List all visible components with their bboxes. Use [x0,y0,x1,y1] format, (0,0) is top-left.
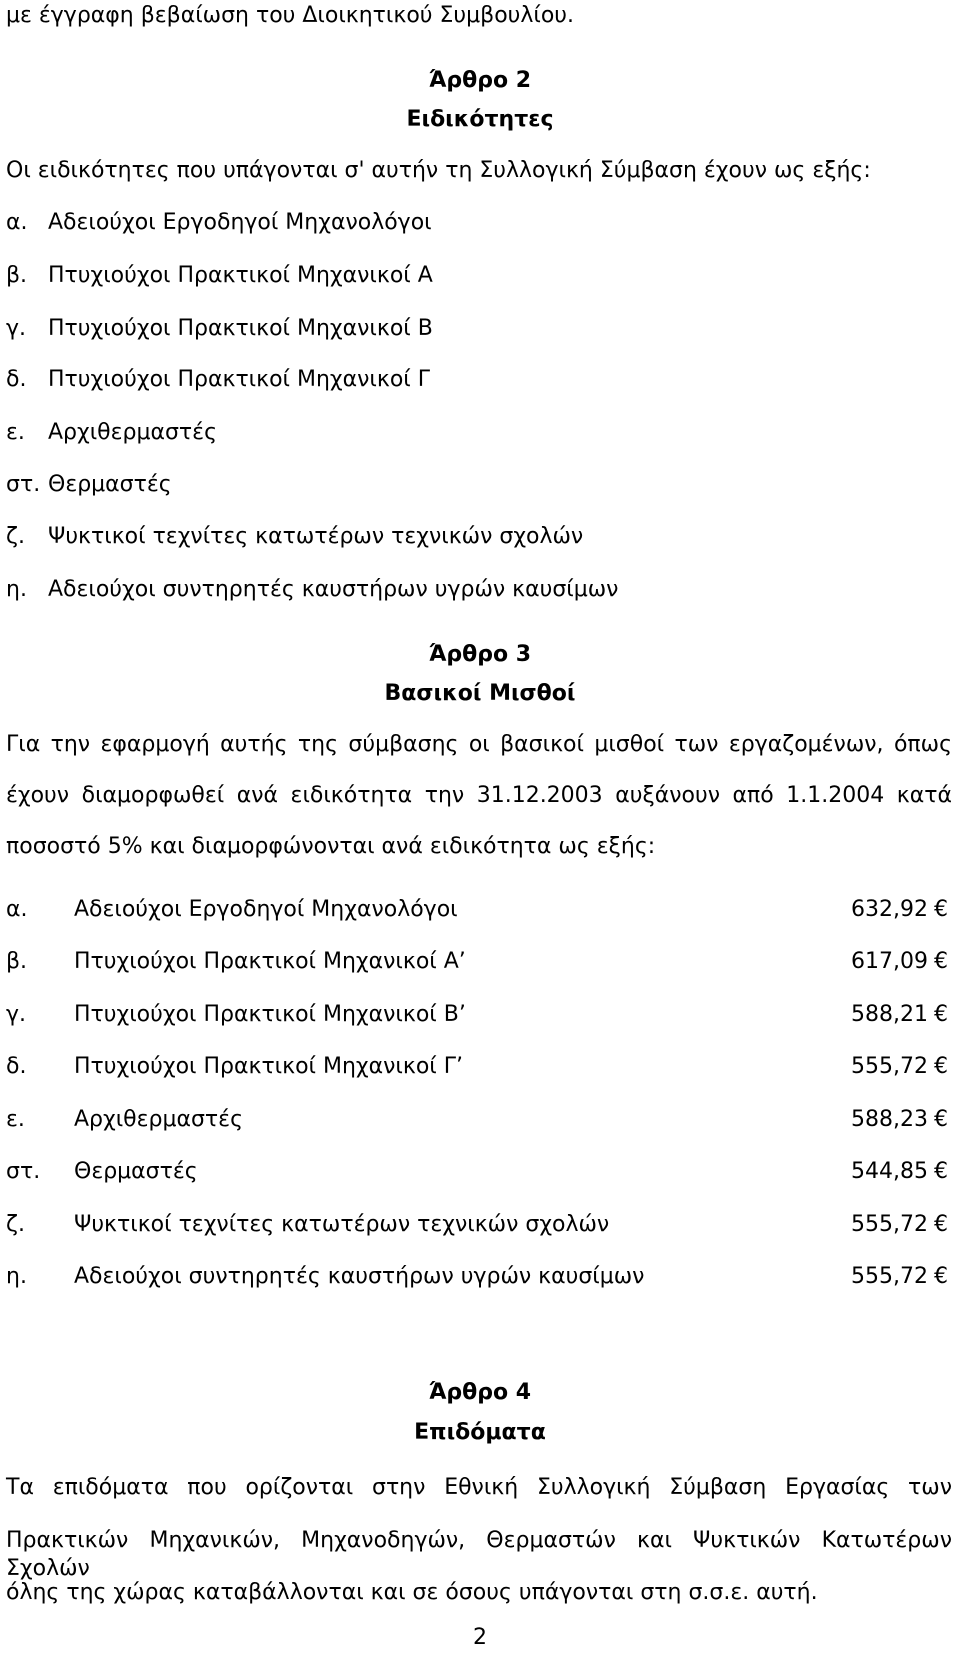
euro-icon: € [934,1212,948,1237]
specialty-label: Αδειούχοι συντηρητές καυστήρων υγρών καυσίμων [48,577,619,602]
article-4-paragraph-line: Πρακτικών Μηχανικών, Μηχανοδηγών, Θερμαστών και Ψυκτικών Κατωτέρων Σχολών [6,1528,952,1581]
salary-row [6,1106,946,1134]
list-marker: β. [6,263,28,288]
article-3-paragraph-line: ποσοστό 5% και διαμορφώνονται ανά ειδικότητα ως εξής: [6,834,656,859]
specialty-list-item [6,419,217,447]
list-marker: β. [6,949,28,974]
salary-row [6,1053,946,1081]
euro-icon: € [934,1107,948,1132]
specialty-label: Πτυχιούχοι Πρακτικοί Μηχανικοί Β [48,316,433,341]
article-3-title: Άρθρο 3 [428,642,532,667]
salary-specialty: Αρχιθερμαστές [74,1107,243,1132]
list-marker: γ. [6,1002,27,1027]
salary-row [6,1001,946,1029]
salary-row [6,1263,946,1291]
euro-icon: € [934,1054,948,1079]
list-marker: δ. [6,1054,27,1079]
salary-row [6,948,946,976]
specialty-list-item [6,366,430,394]
salary-amount: 555,72 [851,1054,928,1079]
page-number: 2 [473,1625,487,1650]
article-4-subtitle: Επιδόματα [414,1420,546,1445]
article-4-paragraph-line: όλης της χώρας καταβάλλονται και σε όσους υπάγονται στη σ.σ.ε. αυτή. [6,1580,818,1605]
euro-icon: € [934,949,948,974]
salary-specialty: Πτυχιούχοι Πρακτικοί Μηχανικοί Α’ [74,949,466,974]
list-marker: γ. [6,316,27,341]
salary-row [6,1211,946,1239]
article-2-title: Άρθρο 2 [428,68,532,93]
salary-specialty: Θερμαστές [74,1159,198,1184]
salary-specialty: Αδειούχοι Εργοδηγοί Μηχανολόγοι [74,897,458,922]
article-2-subtitle: Ειδικότητες [406,107,554,132]
salary-specialty: Πτυχιούχοι Πρακτικοί Μηχανικοί Γ’ [74,1054,463,1079]
list-marker: ε. [6,420,25,445]
list-marker: ε. [6,1107,25,1132]
salary-specialty: Αδειούχοι συντηρητές καυστήρων υγρών καυσίμων [74,1264,645,1289]
list-marker: η. [6,577,27,602]
specialty-list-item [6,209,432,237]
specialty-label: Ψυκτικοί τεχνίτες κατωτέρων τεχνικών σχολών [48,524,584,549]
salary-amount: 617,09 [851,949,928,974]
list-marker: ζ. [6,524,25,549]
euro-icon: € [934,897,948,922]
list-marker: στ. [6,1159,41,1184]
specialty-list-item [6,315,433,343]
specialty-list-item [6,471,172,499]
specialty-label: Πτυχιούχοι Πρακτικοί Μηχανικοί Α [48,263,433,288]
article-3-subtitle: Βασικοί Μισθοί [384,681,576,706]
euro-icon: € [934,1264,948,1289]
specialty-list-item [6,523,583,551]
specialty-label: Θερμαστές [48,472,172,497]
article-4-paragraph-line: Τα επιδόματα που ορίζονται στην Εθνική Συλλογική Σύμβαση Εργασίας των [6,1475,952,1500]
salary-amount: 544,85 [851,1159,928,1184]
salary-amount: 555,72 [851,1212,928,1237]
specialty-label: Αδειούχοι Εργοδηγοί Μηχανολόγοι [48,210,432,235]
salary-amount: 588,21 [851,1002,928,1027]
salary-amount: 588,23 [851,1107,928,1132]
article-2-intro: Οι ειδικότητες που υπάγονται σ' αυτήν τη Συλλογική Σύμβαση έχουν ως εξής: [6,158,871,183]
list-marker: στ. [6,472,41,497]
salary-amount: 632,92 [851,897,928,922]
salary-row [6,896,946,924]
list-marker: ζ. [6,1212,25,1237]
salary-specialty: Πτυχιούχοι Πρακτικοί Μηχανικοί Β’ [74,1002,466,1027]
article-4-title: Άρθρο 4 [428,1380,532,1405]
specialty-list-item [6,576,618,604]
specialty-label: Αρχιθερμαστές [48,420,217,445]
article-3-paragraph-line: έχουν διαμορφωθεί ανά ειδικότητα την 31.12.2003 αυξάνουν από 1.1.2004 κατά [6,783,952,808]
list-marker: α. [6,210,28,235]
list-marker: δ. [6,367,27,392]
salary-amount: 555,72 [851,1264,928,1289]
specialty-list-item [6,262,433,290]
specialty-label: Πτυχιούχοι Πρακτικοί Μηχανικοί Γ [48,367,430,392]
list-marker: η. [6,1264,27,1289]
intro-tail-text: με έγγραφη βεβαίωση του Διοικητικού Συμβουλίου. [6,3,575,28]
euro-icon: € [934,1002,948,1027]
list-marker: α. [6,897,28,922]
euro-icon: € [934,1159,948,1184]
salary-row [6,1158,946,1186]
article-3-paragraph-line: Για την εφαρμογή αυτής της σύμβασης οι βασικοί μισθοί των εργαζομένων, όπως [6,732,952,757]
salary-specialty: Ψυκτικοί τεχνίτες κατωτέρων τεχνικών σχολών [74,1212,610,1237]
